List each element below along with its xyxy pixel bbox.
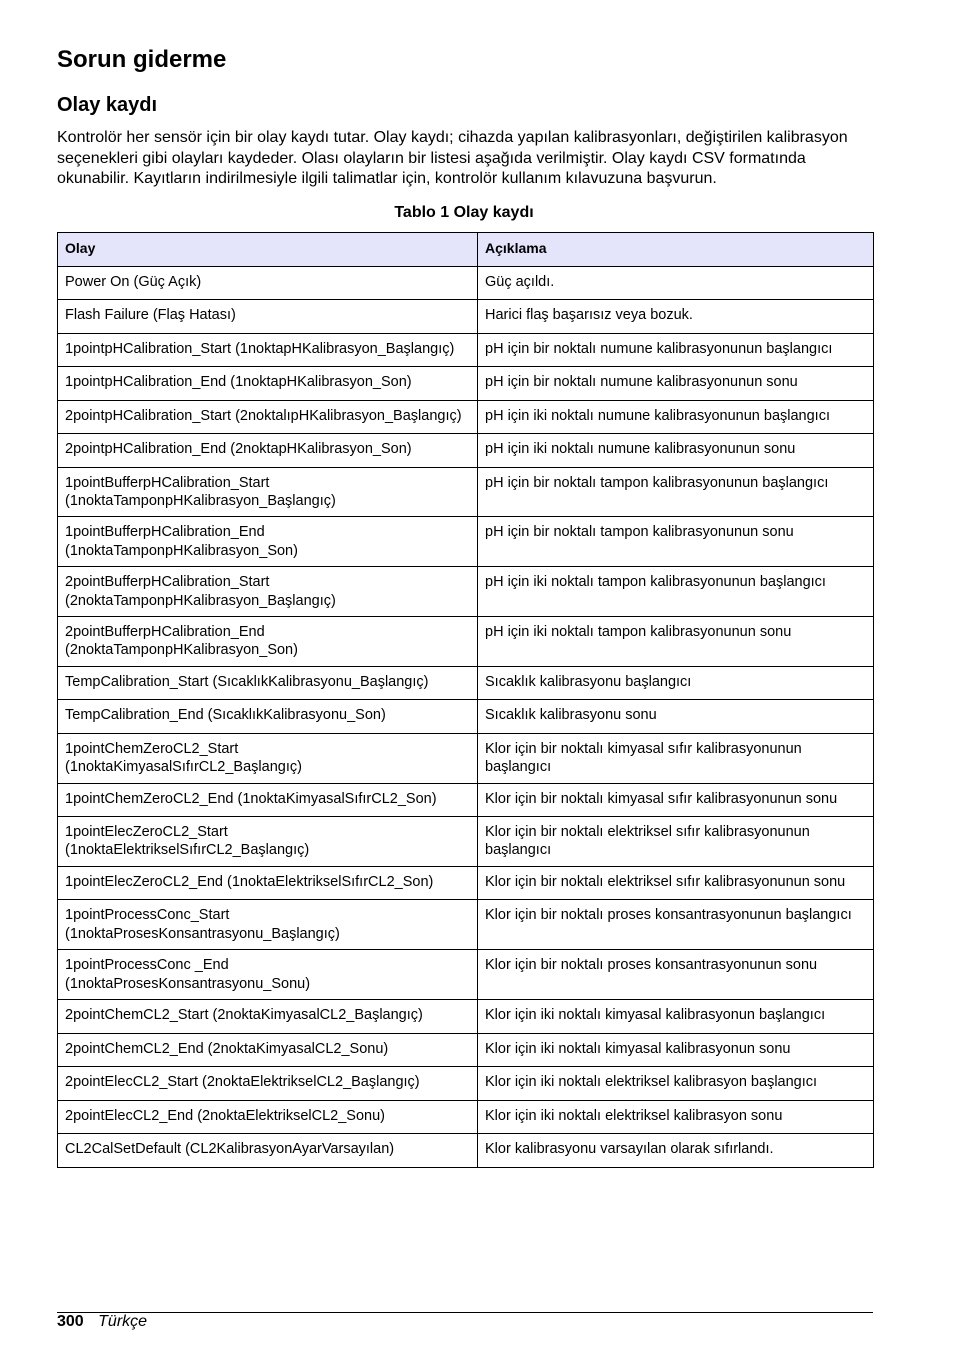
table-row xyxy=(58,1100,874,1134)
intro-paragraph: Kontrolör her sensör için bir olay kaydı tutar. Olay kaydı; cihazda yapılan kalibrasyonları, değiştirilen kalibrasyon seçenekleri gibi olayları kaydeder. Olası olayların bir listesi aşağıda verilmiştir. Olay kaydı CSV formatında okunabilir. Kayıtların indirilmesiyle ilgili talimatlar için, kontrolör kullanım kılavuzuna başvurun. xyxy=(57,129,848,187)
table-row xyxy=(58,434,874,468)
table-row xyxy=(58,567,874,617)
table-row xyxy=(58,733,874,783)
page-footer xyxy=(57,1311,147,1333)
event-cell: 2pointBufferpHCalibration_End (2noktaTamponpHKalibrasyon_Son) xyxy=(58,616,478,666)
table-row xyxy=(58,1000,874,1034)
description-cell: pH için bir noktalı tampon kalibrasyonunun sonu xyxy=(478,517,874,567)
event-cell: CL2CalSetDefault (CL2KalibrasyonAyarVarsayılan) xyxy=(58,1134,478,1168)
event-cell: 2pointChemCL2_Start (2noktaKimyasalCL2_Başlangıç) xyxy=(58,1000,478,1034)
page-number: 300 xyxy=(57,1313,84,1330)
event-cell: 1pointpHCalibration_Start (1noktapHKalibrasyon_Başlangıç) xyxy=(58,333,478,367)
event-cell: 2pointElecCL2_Start (2noktaElektrikselCL2_Başlangıç) xyxy=(58,1067,478,1101)
event-cell: TempCalibration_End (SıcaklıkKalibrasyonu_Son) xyxy=(58,700,478,734)
description-cell: pH için iki noktalı numune kalibrasyonunun başlangıcı xyxy=(478,400,874,434)
footer-divider xyxy=(57,1312,873,1313)
section-title: Sorun giderme xyxy=(57,46,227,73)
event-cell: 2pointpHCalibration_End (2noktapHKalibrasyon_Son) xyxy=(58,434,478,468)
subsection-title: Olay kaydı xyxy=(57,94,158,116)
header-event: Olay xyxy=(58,232,478,266)
table-row xyxy=(58,1067,874,1101)
table-row xyxy=(58,817,874,867)
table-row xyxy=(58,700,874,734)
table-row xyxy=(58,400,874,434)
table-row xyxy=(58,666,874,700)
description-cell: pH için iki noktalı numune kalibrasyonunun sonu xyxy=(478,434,874,468)
table-row xyxy=(58,517,874,567)
document-page xyxy=(57,40,873,1168)
footer-language: Türkçe xyxy=(98,1313,148,1330)
event-cell: 1pointProcessConc_Start (1noktaProsesKonsantrasyonu_Başlangıç) xyxy=(58,900,478,950)
description-cell: Klor için bir noktalı kimyasal sıfır kalibrasyonunun sonu xyxy=(478,783,874,817)
description-cell: pH için bir noktalı numune kalibrasyonunun başlangıcı xyxy=(478,333,874,367)
event-cell: 2pointpHCalibration_Start (2noktalıpHKalibrasyon_Başlangıç) xyxy=(58,400,478,434)
description-cell: Klor için iki noktalı elektriksel kalibrasyon başlangıcı xyxy=(478,1067,874,1101)
table-row xyxy=(58,300,874,334)
table-header-row xyxy=(58,232,874,266)
event-cell: 1pointProcessConc _End (1noktaProsesKonsantrasyonu_Sonu) xyxy=(58,950,478,1000)
event-cell: 1pointElecZeroCL2_End (1noktaElektrikselSıfırCL2_Son) xyxy=(58,866,478,900)
table-row xyxy=(58,467,874,517)
description-cell: Klor için iki noktalı kimyasal kalibrasyonun sonu xyxy=(478,1033,874,1067)
table-row xyxy=(58,900,874,950)
header-description: Açıklama xyxy=(478,232,874,266)
description-cell: Klor için iki noktalı elektriksel kalibrasyon sonu xyxy=(478,1100,874,1134)
description-cell: Klor için bir noktalı proses konsantrasyonunun sonu xyxy=(478,950,874,1000)
table-row xyxy=(58,950,874,1000)
description-cell: Klor için bir noktalı proses konsantrasyonunun başlangıcı xyxy=(478,900,874,950)
description-cell: Klor için iki noktalı kimyasal kalibrasyonun başlangıcı xyxy=(478,1000,874,1034)
description-cell: Sıcaklık kalibrasyonu başlangıcı xyxy=(478,666,874,700)
description-cell: pH için iki noktalı tampon kalibrasyonunun başlangıcı xyxy=(478,567,874,617)
table-row xyxy=(58,266,874,300)
description-cell: pH için iki noktalı tampon kalibrasyonunun sonu xyxy=(478,616,874,666)
table-row xyxy=(58,866,874,900)
description-cell: Klor için bir noktalı elektriksel sıfır kalibrasyonunun sonu xyxy=(478,866,874,900)
description-cell: Harici flaş başarısız veya bozuk. xyxy=(478,300,874,334)
event-cell: 1pointBufferpHCalibration_Start (1noktaTamponpHKalibrasyon_Başlangıç) xyxy=(58,467,478,517)
description-cell: Sıcaklık kalibrasyonu sonu xyxy=(478,700,874,734)
event-cell: Power On (Güç Açık) xyxy=(58,266,478,300)
event-cell: 1pointpHCalibration_End (1noktapHKalibrasyon_Son) xyxy=(58,367,478,401)
description-cell: pH için bir noktalı tampon kalibrasyonunun başlangıcı xyxy=(478,467,874,517)
table-row xyxy=(58,1033,874,1067)
description-cell: Klor için bir noktalı kimyasal sıfır kalibrasyonunun başlangıcı xyxy=(478,733,874,783)
table-row xyxy=(58,333,874,367)
table-row xyxy=(58,783,874,817)
event-cell: 2pointBufferpHCalibration_Start (2noktaTamponpHKalibrasyon_Başlangıç) xyxy=(58,567,478,617)
event-cell: 2pointElecCL2_End (2noktaElektrikselCL2_Sonu) xyxy=(58,1100,478,1134)
description-cell: Klor için bir noktalı elektriksel sıfır kalibrasyonunun başlangıcı xyxy=(478,817,874,867)
description-cell: Klor kalibrasyonu varsayılan olarak sıfırlandı. xyxy=(478,1134,874,1168)
event-cell: 2pointChemCL2_End (2noktaKimyasalCL2_Sonu) xyxy=(58,1033,478,1067)
table-row xyxy=(58,367,874,401)
event-cell: Flash Failure (Flaş Hatası) xyxy=(58,300,478,334)
table-row xyxy=(58,1134,874,1168)
table-caption: Tablo 1 Olay kaydı xyxy=(394,203,534,221)
event-cell: 1pointChemZeroCL2_Start (1noktaKimyasalSıfırCL2_Başlangıç) xyxy=(58,733,478,783)
event-cell: 1pointBufferpHCalibration_End (1noktaTamponpHKalibrasyon_Son) xyxy=(58,517,478,567)
description-cell: Güç açıldı. xyxy=(478,266,874,300)
event-log-table xyxy=(57,232,874,1168)
event-cell: 1pointElecZeroCL2_Start (1noktaElektrikselSıfırCL2_Başlangıç) xyxy=(58,817,478,867)
event-cell: 1pointChemZeroCL2_End (1noktaKimyasalSıfırCL2_Son) xyxy=(58,783,478,817)
table-row xyxy=(58,616,874,666)
description-cell: pH için bir noktalı numune kalibrasyonunun sonu xyxy=(478,367,874,401)
event-cell: TempCalibration_Start (SıcaklıkKalibrasyonu_Başlangıç) xyxy=(58,666,478,700)
